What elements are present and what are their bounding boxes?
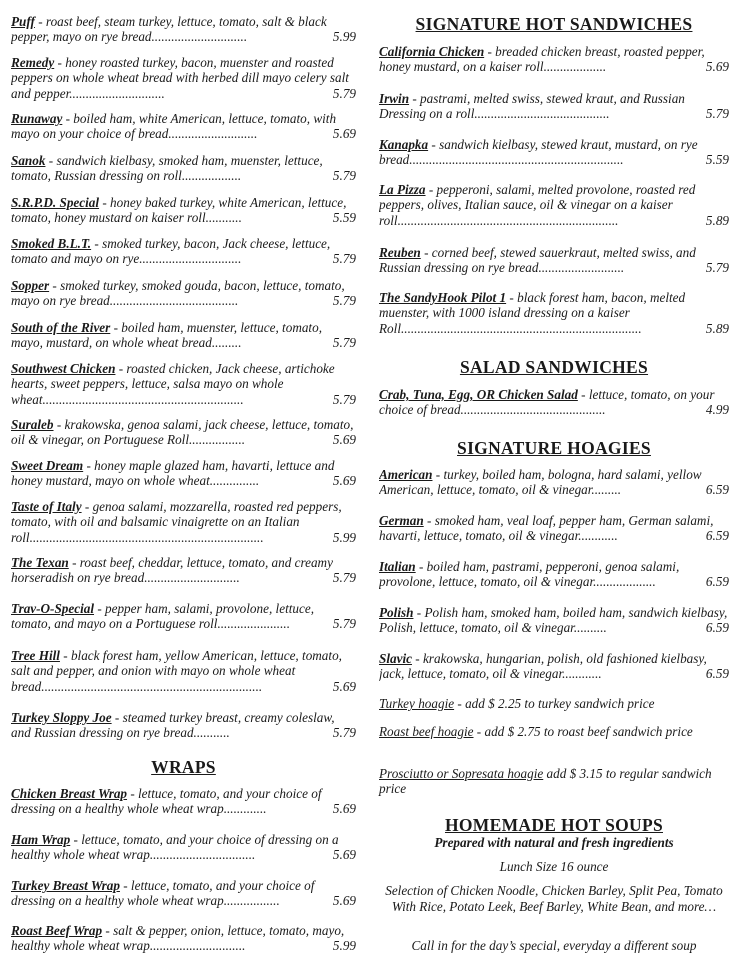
item-description: - sandwich kielbasy, smoked ham, muenster, lettuce, tomato, Russian dressing on roll.................. xyxy=(11,153,323,184)
menu-item xyxy=(11,361,356,407)
item-text xyxy=(11,417,356,448)
item-description: - sandwich kielbasy, stewed kraut, mustard, on rye bread................................................................. xyxy=(379,137,698,168)
upgrade-description: - add $ 2.25 to turkey sandwich price xyxy=(454,696,655,711)
menu-item xyxy=(11,14,356,45)
item-name: La Pizza xyxy=(379,182,426,197)
hoagie-upgrade-note xyxy=(379,766,729,796)
hoagies-heading: SIGNATURE HOAGIES xyxy=(457,438,651,458)
item-price: 5.69 xyxy=(327,126,356,141)
menu-item xyxy=(11,648,356,694)
item-text xyxy=(11,236,356,267)
item-text xyxy=(379,605,729,636)
item-name: Tree Hill xyxy=(11,648,60,663)
item-text xyxy=(11,111,356,142)
item-price: 6.59 xyxy=(700,528,729,543)
item-name: Crab, Tuna, Egg, OR Chicken Salad xyxy=(379,387,578,402)
item-description: - genoa salami, mozzarella, roasted red peppers, tomato, with oil and balsamic vinaigrette on an Italian roll....................................................................... xyxy=(11,499,342,545)
item-price: 5.89 xyxy=(700,321,729,336)
upgrade-description: - add $ 2.75 to roast beef sandwich price xyxy=(473,724,693,739)
menu-item xyxy=(11,320,356,351)
menu-item xyxy=(379,182,729,228)
item-name: South of the River xyxy=(11,320,111,335)
item-name: Sopper xyxy=(11,278,50,293)
menu-item xyxy=(11,555,356,586)
item-text xyxy=(11,195,356,226)
menu-item xyxy=(379,44,729,75)
soups-heading: HOMEMADE HOT SOUPS xyxy=(444,815,663,835)
menu-item xyxy=(379,137,729,168)
item-text xyxy=(11,923,356,954)
item-name: Reuben xyxy=(379,245,421,260)
item-name: Irwin xyxy=(379,91,410,106)
menu-item xyxy=(11,923,356,954)
item-text xyxy=(11,555,356,586)
item-description: - steamed turkey breast, creamy coleslaw, and Russian dressing on rye bread........... xyxy=(11,710,335,741)
item-description: - smoked turkey, smoked gouda, bacon, lettuce, tomato, mayo on rye bread....................................... xyxy=(11,278,345,309)
wraps-heading: WRAPS xyxy=(151,757,216,777)
item-price: 5.69 xyxy=(327,893,356,908)
item-text xyxy=(11,499,356,545)
item-description: - roasted chicken, Jack cheese, artichoke hearts, sweet peppers, lettuce, salsa mayo on whole wheat............................................................. xyxy=(11,361,335,407)
item-text xyxy=(11,786,356,817)
item-price: 5.79 xyxy=(327,570,356,585)
menu-item xyxy=(11,878,356,909)
item-price: 5.79 xyxy=(327,725,356,740)
item-description: - honey maple glazed ham, havarti, lettuce and honey mustard, mayo on whole wheat............... xyxy=(11,458,335,489)
item-name: California Chicken xyxy=(379,44,485,59)
hoagie-upgrade-note xyxy=(379,696,729,711)
menu-item xyxy=(379,605,729,636)
item-price: 5.79 xyxy=(327,293,356,308)
item-name: Sanok xyxy=(11,153,46,168)
item-price: 6.59 xyxy=(700,574,729,589)
item-description: - boiled ham, pastrami, pepperoni, genoa salami, provolone, lettuce, tomato, oil & vinegar................... xyxy=(379,559,680,590)
item-name: Taste of Italy xyxy=(11,499,82,514)
item-name: S.R.P.D. Special xyxy=(11,195,100,210)
item-text xyxy=(379,137,729,168)
menu-item xyxy=(11,111,356,142)
item-description: - krakowska, hungarian, polish, old fashioned kielbasy, jack, lettuce, tomato, oil & vinegar............ xyxy=(379,651,707,682)
item-text xyxy=(379,290,729,336)
item-description: - salt & pepper, onion, lettuce, tomato, mayo, healthy whole wheat wrap............................. xyxy=(11,923,345,954)
upgrade-name: Turkey hoagie xyxy=(379,696,455,711)
upgrade-name: Roast beef hoagie xyxy=(379,724,474,739)
item-price: 5.99 xyxy=(327,29,356,44)
item-name: American xyxy=(379,467,433,482)
item-description: - smoked turkey, bacon, Jack cheese, lettuce, tomato and mayo on rye............................... xyxy=(11,236,331,267)
item-text xyxy=(11,648,356,694)
menu-item xyxy=(11,458,356,489)
item-price: 5.99 xyxy=(327,938,356,953)
menu-item xyxy=(379,513,729,544)
item-description: - black forest ham, bacon, melted muenster, with 1000 island dressing on a kaiser Roll......................................................................... xyxy=(379,290,686,336)
item-description: - corned beef, stewed sauerkraut, melted swiss, and Russian dressing on rye bread.......................... xyxy=(379,245,696,276)
item-description: - lettuce, tomato, and your choice of dressing on a healthy whole wheat wrap............. xyxy=(11,786,322,817)
item-price: 5.79 xyxy=(327,251,356,266)
item-text xyxy=(11,361,356,407)
menu-item xyxy=(379,245,729,276)
item-price: 6.59 xyxy=(700,620,729,635)
item-price: 5.79 xyxy=(700,260,729,275)
item-text xyxy=(11,601,356,632)
upgrade-description: add $ 3.15 to regular sandwich price xyxy=(379,766,712,796)
item-price: 5.69 xyxy=(327,847,356,862)
item-name: Turkey Sloppy Joe xyxy=(11,710,112,725)
item-description: - pepper ham, salami, provolone, lettuce, tomato, and mayo on a Portuguese roll...................... xyxy=(11,601,315,632)
item-price: 5.69 xyxy=(327,679,356,694)
item-name: Ham Wrap xyxy=(11,832,71,847)
item-description: - black forest ham, yellow American, lettuce, tomato, salt and pepper, and onion with mayo on whole wheat bread................................................................... xyxy=(11,648,342,694)
menu-item xyxy=(11,710,356,741)
soup-selection: Selection of Chicken Noodle, Chicken Barley, Split Pea, Tomato With Rice, Potato Leek, Beef Barley, White Bean, and more… xyxy=(385,883,723,914)
item-price: 5.59 xyxy=(700,152,729,167)
item-name: Remedy xyxy=(11,55,55,70)
item-name: The SandyHook Pilot 1 xyxy=(379,290,507,305)
menu-item xyxy=(379,651,729,682)
item-text xyxy=(11,153,356,184)
item-text xyxy=(11,832,356,863)
item-price: 4.99 xyxy=(700,402,729,417)
item-description: - Polish ham, smoked ham, boiled ham, sandwich kielbasy, Polish, lettuce, tomato, oil & vinegar.......... xyxy=(379,605,728,636)
item-name: Polish xyxy=(379,605,414,620)
item-description: - breaded chicken breast, roasted pepper, honey mustard, on a kaiser roll................... xyxy=(379,44,705,75)
menu-item xyxy=(11,236,356,267)
item-text xyxy=(379,182,729,228)
item-price: 5.79 xyxy=(700,106,729,121)
item-name: The Texan xyxy=(11,555,69,570)
item-price: 5.69 xyxy=(327,432,356,447)
upgrade-name: Prosciutto or Sopresata hoagie xyxy=(379,766,544,781)
item-price: 5.99 xyxy=(327,530,356,545)
item-text xyxy=(11,710,356,741)
menu-item xyxy=(379,387,729,418)
item-text xyxy=(379,245,729,276)
item-price: 5.69 xyxy=(327,801,356,816)
item-price: 5.79 xyxy=(327,616,356,631)
item-description: - pepperoni, salami, melted provolone, roasted red peppers, olives, Italian sauce, oil & vinegar on a kaiser roll................................................................... xyxy=(379,182,696,228)
item-name: Italian xyxy=(379,559,416,574)
item-description: - pastrami, melted swiss, stewed kraut, and Russian Dressing on a roll......................................... xyxy=(379,91,685,122)
menu-item xyxy=(379,91,729,122)
menu-item xyxy=(11,786,356,817)
item-price: 5.79 xyxy=(327,86,356,101)
item-text xyxy=(379,44,729,75)
item-text xyxy=(11,878,356,909)
menu-item xyxy=(379,290,729,336)
menu-item xyxy=(11,832,356,863)
item-text xyxy=(11,278,356,309)
item-price: 5.89 xyxy=(700,213,729,228)
menu-item xyxy=(11,278,356,309)
item-name: Turkey Breast Wrap xyxy=(11,878,120,893)
item-price: 5.69 xyxy=(327,473,356,488)
item-price: 5.59 xyxy=(327,210,356,225)
item-text xyxy=(379,467,729,498)
item-description: - smoked ham, veal loaf, pepper ham, German salami, havarti, lettuce, tomato, oil & vinegar............ xyxy=(379,513,714,544)
item-description: - boiled ham, muenster, lettuce, tomato, mayo, mustard, on whole wheat bread......... xyxy=(11,320,322,351)
item-description: - krakowska, genoa salami, jack cheese, lettuce, tomato, oil & vinegar, on Portuguese Roll................. xyxy=(11,417,354,448)
soup-call-in-note: Call in for the day’s special, everyday a different soup xyxy=(411,938,697,953)
menu-item xyxy=(11,55,356,101)
soup-subheading: Prepared with natural and fresh ingredients xyxy=(434,835,674,850)
menu-item xyxy=(379,559,729,590)
item-name: Slavic xyxy=(379,651,412,666)
item-text xyxy=(379,559,729,590)
menu-item xyxy=(11,153,356,184)
item-name: Puff xyxy=(11,14,35,29)
item-text xyxy=(379,513,729,544)
item-price: 5.79 xyxy=(327,392,356,407)
hoagie-upgrade-note xyxy=(379,724,729,739)
item-price: 5.79 xyxy=(327,168,356,183)
item-price: 6.59 xyxy=(700,482,729,497)
item-text xyxy=(11,320,356,351)
item-description: - lettuce, tomato, on your choice of bread............................................ xyxy=(379,387,715,418)
item-text xyxy=(379,387,729,418)
hot-sandwiches-heading: SIGNATURE HOT SANDWICHES xyxy=(415,14,693,34)
item-text xyxy=(11,14,356,45)
menu-item xyxy=(11,601,356,632)
item-name: Trav-O-Special xyxy=(11,601,95,616)
item-price: 5.79 xyxy=(327,335,356,350)
item-price: 6.59 xyxy=(700,666,729,681)
item-name: Chicken Breast Wrap xyxy=(11,786,128,801)
menu-item xyxy=(11,195,356,226)
item-description: - roast beef, cheddar, lettuce, tomato, and creamy horseradish on rye bread............................. xyxy=(11,555,333,586)
item-price: 5.69 xyxy=(700,59,729,74)
item-description: - lettuce, tomato, and your choice of dressing on a healthy whole wheat wrap................. xyxy=(11,878,315,909)
menu-item xyxy=(11,499,356,545)
item-name: Southwest Chicken xyxy=(11,361,116,376)
salad-sandwiches-heading: SALAD SANDWICHES xyxy=(459,357,649,377)
item-description: - roast beef, steam turkey, lettuce, tomato, salt & black pepper, mayo on rye bread............................. xyxy=(11,14,327,45)
item-text xyxy=(379,651,729,682)
item-text xyxy=(11,458,356,489)
item-name: Sweet Dream xyxy=(11,458,84,473)
item-description: - boiled ham, white American, lettuce, tomato, with mayo on your choice of bread........................... xyxy=(11,111,337,142)
item-name: German xyxy=(379,513,424,528)
menu-item xyxy=(11,417,356,448)
item-text xyxy=(11,55,356,101)
item-description: - lettuce, tomato, and your choice of dressing on a healthy whole wheat wrap................................ xyxy=(11,832,339,863)
item-description: - honey roasted turkey, bacon, muenster and roasted peppers on whole wheat bread with herbed dill mayo celery salt and pepper............................. xyxy=(11,55,349,101)
item-text xyxy=(379,91,729,122)
item-description: - turkey, boiled ham, bologna, hard salami, yellow American, lettuce, tomato, oil & vinegar......... xyxy=(379,467,702,498)
item-name: Kanapka xyxy=(379,137,429,152)
item-description: - honey baked turkey, white American, lettuce, tomato, honey mustard on kaiser roll........... xyxy=(11,195,347,226)
menu-item xyxy=(379,467,729,498)
item-name: Suraleb xyxy=(11,417,54,432)
soup-size: Lunch Size 16 ounce xyxy=(499,859,609,874)
item-name: Runaway xyxy=(11,111,63,126)
item-name: Smoked B.L.T. xyxy=(11,236,92,251)
item-name: Roast Beef Wrap xyxy=(11,923,103,938)
